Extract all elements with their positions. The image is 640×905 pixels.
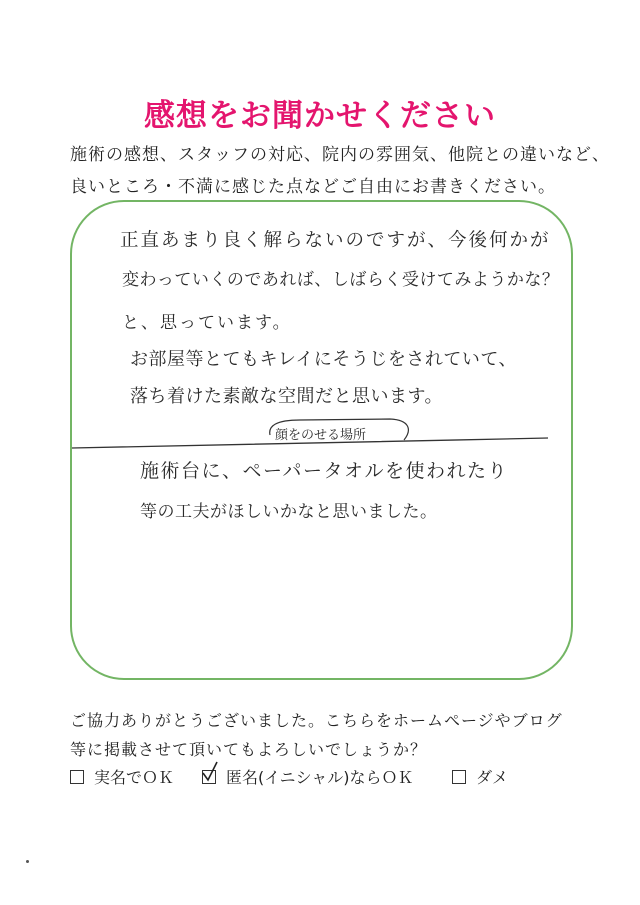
handwritten-line-2: 変わっていくのであれば、しばらく受けてみようかな？ xyxy=(122,270,560,290)
option-decline[interactable] xyxy=(452,765,508,788)
real-name-label: 実名でＯＫ xyxy=(94,768,175,787)
anonymous-label: 匿名(イニシャル)ならＯＫ xyxy=(226,768,414,787)
option-anonymous[interactable] xyxy=(202,765,414,788)
handwritten-annotation: 顔をのせる場所 xyxy=(275,428,367,443)
handwritten-line-3: と、思っています。 xyxy=(122,313,292,333)
form-title: 感想をお聞かせください xyxy=(144,98,496,134)
scan-speck xyxy=(26,860,29,863)
handwritten-line-1: 正直あまり良く解らないのですが、今後何かが xyxy=(120,230,551,251)
intro-line-1: 施術の感想、スタッフの対応、院内の雰囲気、他院との違いなど、 xyxy=(70,145,610,165)
option-real-name[interactable] xyxy=(70,765,174,788)
real-name-checkbox[interactable] xyxy=(70,770,84,784)
handwritten-line-5: 落ち着けた素敵な空間だと思います。 xyxy=(130,386,444,407)
handwritten-line-7: 等の工夫がほしいかなと思いました。 xyxy=(140,502,438,522)
footer-line-1: ご協力ありがとうございました。こちらをホームページやブログ xyxy=(70,711,563,730)
intro-line-2: 良いところ・不満に感じた点などご自由にお書きください。 xyxy=(70,177,556,197)
handwritten-line-6: 施術台に、ペーパータオルを使われたり xyxy=(140,460,509,482)
handwritten-line-4: お部屋等とてもキレイにそうじをされていて、 xyxy=(130,349,518,370)
decline-checkbox[interactable] xyxy=(452,770,466,784)
footer-line-2: 等に掲載させて頂いてもよろしいでしょうか？ xyxy=(70,740,428,759)
check-mark-icon xyxy=(201,761,219,783)
decline-label: ダメ xyxy=(476,768,509,787)
anonymous-checkbox[interactable] xyxy=(202,770,216,784)
